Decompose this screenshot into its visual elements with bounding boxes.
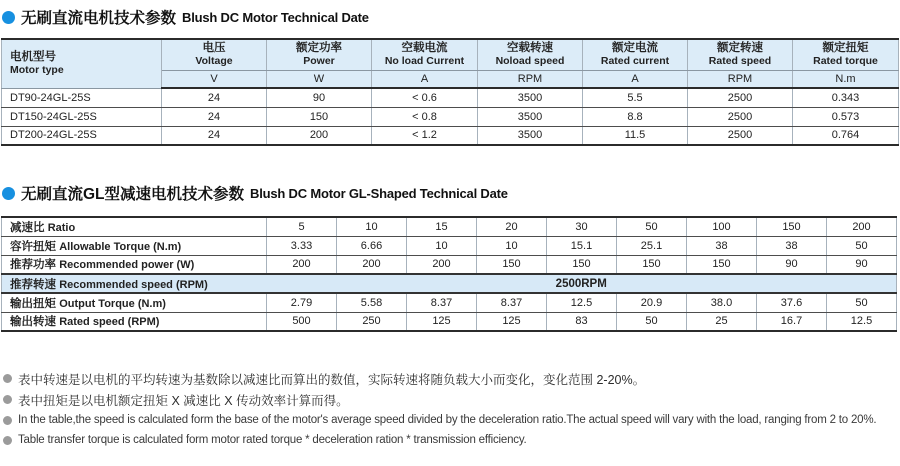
data-cell: 10 (337, 217, 407, 236)
data-cell: 150 (617, 255, 687, 274)
footnote-text: 表中转速是以电机的平均转速为基数除以减速比而算出的数值，实际转速将随负载大小而变化，变化范围 2-20%。 (18, 372, 646, 387)
table-row (2, 293, 897, 312)
footnote (3, 410, 900, 430)
column-header: 空载转速 Noload speed (478, 39, 583, 70)
data-cell: 125 (477, 312, 547, 331)
data-cell: 150 (477, 255, 547, 274)
data-cell: 20 (477, 217, 547, 236)
section2-title-en: Blush DC Motor GL-Shaped Technical Date (250, 185, 508, 201)
data-cell: < 0.8 (372, 107, 478, 126)
unit-cell: A (372, 70, 478, 88)
unit-cell: RPM (688, 70, 793, 88)
table1-header-row (2, 39, 899, 70)
bullet-icon (3, 395, 12, 404)
motor-type-cell: DT150-24GL-25S (2, 107, 162, 126)
data-cell: 25.1 (617, 236, 687, 255)
bullet-icon (3, 374, 12, 383)
footnote (3, 389, 900, 410)
bullet-icon (3, 416, 12, 425)
unit-cell: RPM (478, 70, 583, 88)
section1-title (2, 7, 900, 27)
table-row (2, 236, 897, 255)
table-row (2, 255, 897, 274)
data-cell: 250 (337, 312, 407, 331)
data-cell: 150 (547, 255, 617, 274)
column-header: 电机型号 Motor type (2, 39, 162, 88)
bullet-icon (2, 11, 15, 24)
data-cell: 150 (687, 255, 757, 274)
data-cell: 150 (267, 107, 372, 126)
section1-title-en: Blush DC Motor Technical Date (182, 9, 369, 25)
data-cell: 38.0 (687, 293, 757, 312)
data-cell: 83 (547, 312, 617, 331)
data-cell: 0.764 (793, 126, 899, 145)
data-cell: 30 (547, 217, 617, 236)
data-cell: 200 (267, 255, 337, 274)
data-cell: 50 (617, 217, 687, 236)
data-cell: 50 (827, 293, 897, 312)
data-cell: 8.8 (583, 107, 688, 126)
data-cell: < 1.2 (372, 126, 478, 145)
data-cell: 6.66 (337, 236, 407, 255)
data-cell: 8.37 (477, 293, 547, 312)
row-label: 推荐功率 Recommended power (W) (2, 255, 267, 274)
data-cell: 3500 (478, 107, 583, 126)
data-cell: 3500 (478, 126, 583, 145)
column-header: 额定功率 Power (267, 39, 372, 70)
table-row (2, 107, 899, 126)
motor-spec-table (1, 38, 899, 146)
data-cell: 2500 (688, 126, 793, 145)
data-cell: 500 (267, 312, 337, 331)
column-header: 额定电流 Rated current (583, 39, 688, 70)
data-cell: 90 (267, 88, 372, 107)
data-cell: 5.5 (583, 88, 688, 107)
footnote (3, 430, 900, 450)
data-cell: 5.58 (337, 293, 407, 312)
row-label: 推荐转速 Recommended speed (RPM) (2, 274, 267, 293)
data-cell: 37.6 (757, 293, 827, 312)
column-header: 空载电流 No load Current (372, 39, 478, 70)
bullet-icon (2, 187, 15, 200)
table-row (2, 217, 897, 236)
bullet-icon (3, 436, 12, 445)
footnote-text: In the table,the speed is calculated form the base of the motor's average speed divided by the deceleration ratio.The actual speed will vary with the load, ranging from 2 to 20%. (18, 414, 877, 426)
data-cell: 200 (407, 255, 477, 274)
data-cell: 10 (407, 236, 477, 255)
data-cell: 24 (162, 88, 267, 107)
section2-title-zh: 无刷直流GL型减速电机技术参数 (21, 186, 245, 203)
data-cell: 38 (757, 236, 827, 255)
gear-motor-spec-table (1, 216, 897, 332)
section2-title (2, 183, 900, 203)
table-row (2, 312, 897, 331)
data-cell: 12.5 (547, 293, 617, 312)
unit-cell: W (267, 70, 372, 88)
motor-type-cell: DT90-24GL-25S (2, 88, 162, 107)
footnote-text: Table transfer torque is calculated form motor rated torque * deceleration ration * transmission efficiency. (18, 434, 527, 446)
data-cell: 12.5 (827, 312, 897, 331)
data-cell: 25 (687, 312, 757, 331)
row-label: 输出转速 Rated speed (RPM) (2, 312, 267, 331)
motor-type-cell: DT200-24GL-25S (2, 126, 162, 145)
table-row (2, 126, 899, 145)
data-cell: 50 (617, 312, 687, 331)
data-cell: 90 (757, 255, 827, 274)
unit-cell: A (583, 70, 688, 88)
data-cell: 0.573 (793, 107, 899, 126)
data-cell: 10 (477, 236, 547, 255)
data-cell: < 0.6 (372, 88, 478, 107)
table-row (2, 88, 899, 107)
data-cell: 3.33 (267, 236, 337, 255)
table-row (2, 274, 897, 293)
column-header: 额定扭矩 Rated torque (793, 39, 899, 70)
data-cell: 2500 (688, 107, 793, 126)
column-header: 额定转速 Rated speed (688, 39, 793, 70)
data-cell: 125 (407, 312, 477, 331)
unit-cell: N.m (793, 70, 899, 88)
data-cell: 90 (827, 255, 897, 274)
data-cell: 16.7 (757, 312, 827, 331)
data-cell: 200 (827, 217, 897, 236)
row-label: 减速比 Ratio (2, 217, 267, 236)
data-cell: 2500 (688, 88, 793, 107)
row-label: 输出扭矩 Output Torque (N.m) (2, 293, 267, 312)
row-label: 容许扭矩 Allowable Torque (N.m) (2, 236, 267, 255)
footnote (3, 368, 900, 389)
data-cell: 150 (757, 217, 827, 236)
column-header: 电压 Voltage (162, 39, 267, 70)
data-cell: 5 (267, 217, 337, 236)
data-cell: 24 (162, 107, 267, 126)
data-cell: 100 (687, 217, 757, 236)
section1-title-zh: 无刷直流电机技术参数 (21, 10, 177, 27)
data-cell: 200 (337, 255, 407, 274)
merged-speed-cell: 2500RPM (267, 274, 897, 293)
footnote-text: 表中扭矩是以电机额定扭矩 X 减速比 X 传动效率计算而得。 (18, 393, 349, 408)
data-cell: 15.1 (547, 236, 617, 255)
footnotes (3, 368, 900, 450)
data-cell: 3500 (478, 88, 583, 107)
data-cell: 0.343 (793, 88, 899, 107)
data-cell: 24 (162, 126, 267, 145)
data-cell: 200 (267, 126, 372, 145)
data-cell: 38 (687, 236, 757, 255)
data-cell: 11.5 (583, 126, 688, 145)
unit-cell: V (162, 70, 267, 88)
data-cell: 15 (407, 217, 477, 236)
data-cell: 20.9 (617, 293, 687, 312)
data-cell: 50 (827, 236, 897, 255)
data-cell: 2.79 (267, 293, 337, 312)
data-cell: 8.37 (407, 293, 477, 312)
